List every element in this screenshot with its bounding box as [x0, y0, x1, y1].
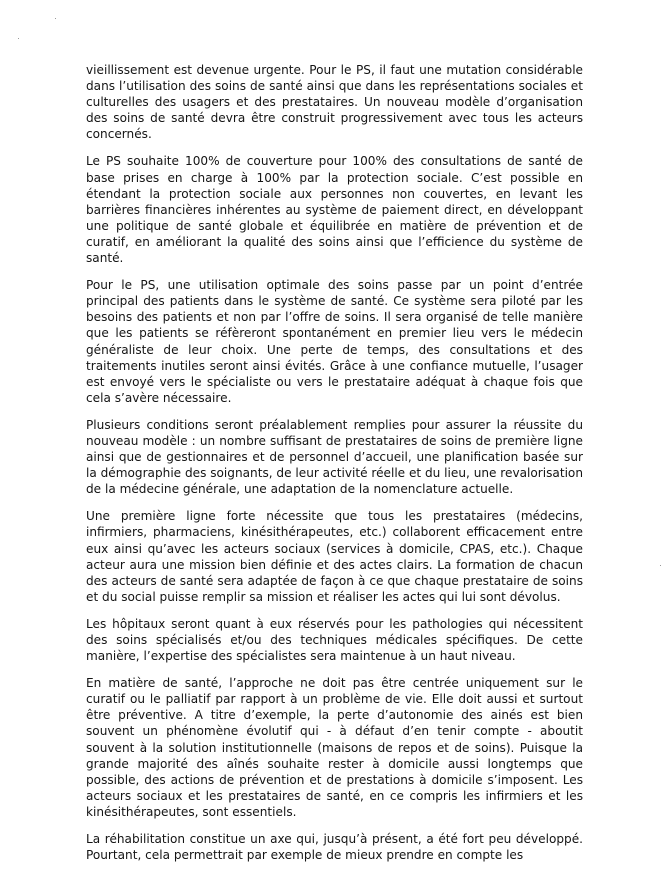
paragraph-urgency-mutation: vieillissement est devenue urgente. Pour le PS, il faut une mutation considérable dans l’utilisation des soins de santé ainsi que dans les représentations sociales et culturelles des usagers et des prestataires. Un nouveau modèle d’organisation des soins de santé devra être construit progressivement avec tous les acteurs concernés. [86, 63, 583, 142]
paragraph-hospitals: Les hôpitaux seront quant à eux réservés pour les pathologies qui nécessitent des soins spécialisés et/ou des techniques médicales spécifiques. De cette manière, l’expertise des spécialistes sera maintenue à un haut niveau. [86, 616, 583, 664]
scan-speck [18, 38, 19, 39]
paragraph-prevention: En matière de santé, l’approche ne doit pas être centrée uniquement sur le curatif ou le palliatif par rapport à un problème de vie. Elle doit aussi et surtout être préventive. A titre d’exemple, la perte d’autonomie des ainés est bien souvent un phénomène évolutif qui - à défaut d’en tenir compte - aboutit souvent à la solution institutionnelle (maisons de repos et de soins). Puisque la grande majorité des aînés souhaite rester à domicile aussi longtemps que possible, des actions de prévention et de prestations à domicile s’imposent. Les acteurs sociaux et les prestataires de santé, en ce compris les infirmiers et les kinésithérapeutes, sont essentiels. [86, 676, 583, 819]
paragraph-entry-point: Pour le PS, une utilisation optimale des soins passe par un point d’entrée principal des patients dans le système de santé. Ce système sera piloté par les besoins des patients et non par l’offre de soins. Il sera organisé de telle manière que les patients se réfèreront spontanément en premier lieu vers le médecin généraliste de leur choix. Une perte de temps, des consultations et des traitements inutiles seront ainsi évités. Grâce à une confiance mutuelle, l’usager est envoyé vers le spécialiste ou vers le prestataire adéquat à chaque fois que cela s’avère nécessaire. [86, 278, 583, 405]
paragraph-rehabilitation: La réhabilitation constitue un axe qui, jusqu’à présent, a été fort peu développé. Pourtant, cela permettrait par exemple de mieux prendre en compte les [86, 832, 583, 863]
paragraph-full-coverage: Le PS souhaite 100% de couverture pour 100% des consultations de santé de base prises en charge à 100% par la protection sociale. C’est possible en étendant la protection sociale aux personnes non couvertes, en levant les barrières financières inhérentes au système de paiement direct, en développant une politique de santé globale et équilibrée en matière de prévention et de curatif, en améliorant la qualité des soins ainsi que l’efficience du système de santé. [86, 154, 583, 266]
scan-speck [55, 18, 56, 19]
paragraph-first-line: Une première ligne forte nécessite que tous les prestataires (médecins, infirmiers, pharmaciens, kinésithérapeutes, etc.) collaborent efficacement entre eux ainsi qu’avec les acteurs sociaux (services à domicile, CPAS, etc.). Chaque acteur aura une mission bien définie et des actes clairs. La formation de chacun des acteurs de santé sera adaptée de façon à ce que chaque prestataire de soins et du social puisse remplir sa mission et réaliser les actes qui lui sont dévolus. [86, 509, 583, 604]
document-body [86, 62, 583, 874]
scan-speck [660, 565, 661, 566]
paragraph-conditions: Plusieurs conditions seront préalablement remplies pour assurer la réussite du nouveau modèle : un nombre suffisant de prestataires de soins de première ligne ainsi que de gestionnaires et de personnel d’accueil, une planification basée sur la démographie des soignants, de leur activité réelle et du lieu, une revalorisation de la médecine générale, une adaptation de la nomenclature actuelle. [86, 417, 583, 497]
